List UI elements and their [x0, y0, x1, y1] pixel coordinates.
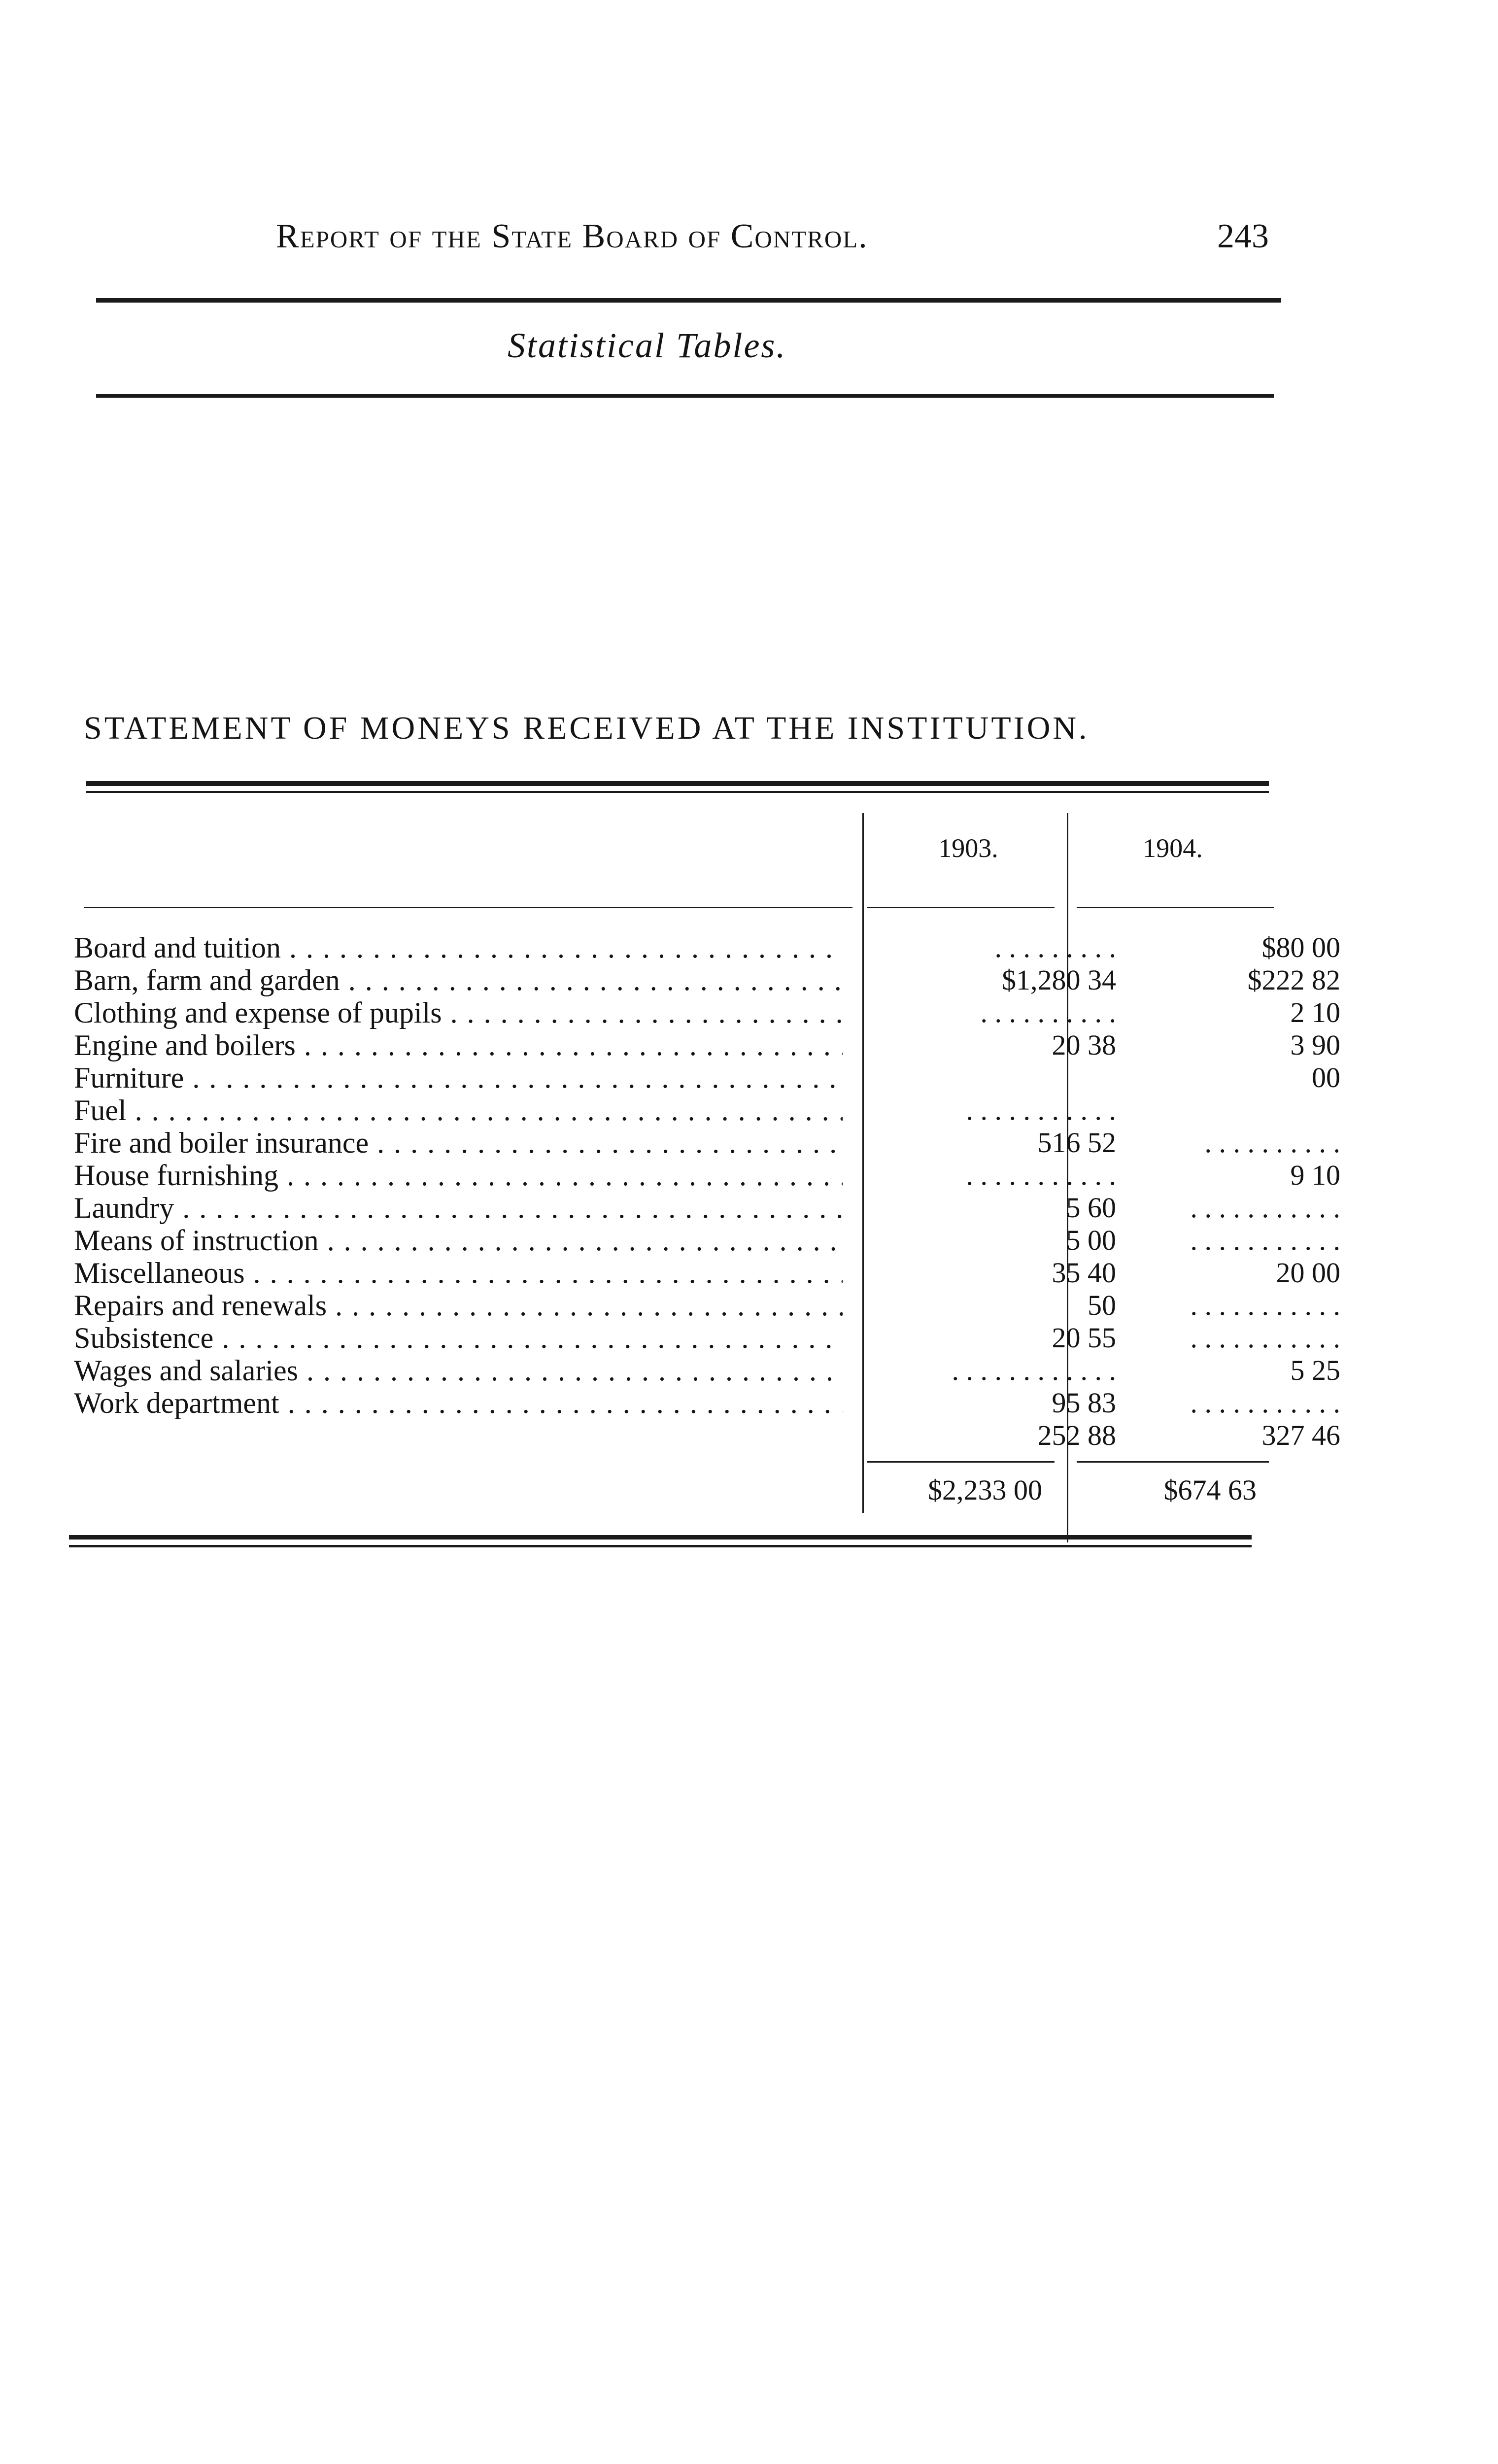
row-label: Furniture . . .	[74, 1061, 843, 1094]
table-row	[74, 1419, 1340, 1452]
table-row	[74, 1387, 1340, 1419]
value-1904: . . . . . . . . . . .	[1190, 1224, 1340, 1256]
value-1904	[1079, 1094, 1340, 1127]
value-1903: 252 88	[1037, 1419, 1116, 1451]
table-row	[74, 1061, 1340, 1094]
value-1903: . . . . . . . . . . .	[966, 1159, 1116, 1191]
value-1904: 20 00	[1276, 1257, 1340, 1289]
value-1903: . . . . . . . . .	[994, 931, 1116, 963]
table-row	[74, 1257, 1340, 1289]
row-label: Barn, farm and garden . . .	[74, 964, 843, 996]
value-1903: 5 60	[1066, 1192, 1116, 1224]
value-1904: . . . . . . . . . . .	[1190, 1387, 1340, 1419]
header-underline	[1077, 907, 1274, 908]
row-label: House furnishing . . .	[74, 1159, 843, 1192]
value-1904: . . . . . . . . . .	[1204, 1127, 1340, 1159]
row-label: Means of instruction . . .	[74, 1224, 843, 1257]
table-row	[74, 1354, 1340, 1387]
table-row	[74, 1094, 1276, 1127]
table-top-rule	[86, 781, 1269, 786]
table-row	[74, 1224, 1340, 1257]
subtitle-rule	[96, 394, 1274, 398]
value-1904: . . . . . . . . . . .	[1190, 1289, 1340, 1321]
table-body	[74, 931, 1340, 1452]
value-1904: $80 00	[1261, 931, 1340, 963]
row-label: Fuel . . .	[74, 1094, 843, 1127]
row-label: Wages and salaries . . .	[74, 1354, 843, 1387]
table-row	[74, 1127, 1340, 1159]
value-1904: . . . . . . . . . . .	[1190, 1322, 1340, 1354]
value-1904: $222 82	[1247, 964, 1340, 996]
value-1903: 95 83	[1052, 1387, 1116, 1419]
table-row	[74, 964, 1340, 996]
header-rule	[96, 298, 1281, 303]
table-row	[74, 996, 1340, 1029]
value-1904: 327 46	[1261, 1419, 1340, 1451]
value-1904: 5 25	[1290, 1354, 1340, 1386]
value-1903: 5 00	[1066, 1224, 1116, 1256]
table-row	[74, 1322, 1340, 1354]
value-1903: $1,280 34	[1002, 964, 1116, 996]
section-subtitle: Statistical Tables.	[508, 326, 787, 365]
table-row	[74, 1192, 1340, 1224]
table-title: STATEMENT OF MONEYS RECEIVED AT THE INSTITUTION.	[84, 710, 1089, 746]
value-1903: . . . . . . . . . . . .	[952, 1354, 1116, 1386]
value-1904: . . . . . . . . . . .	[1190, 1192, 1340, 1224]
value-1904: 00	[1312, 1061, 1340, 1094]
header-underline	[867, 907, 1055, 908]
header-underline	[84, 907, 852, 908]
value-1904: 9 10	[1290, 1159, 1340, 1191]
row-label: Subsistence . . .	[74, 1322, 843, 1354]
column-header-1903: 1903.	[938, 833, 998, 863]
value-1903: 20 55	[1052, 1322, 1116, 1354]
running-head: Report of the State Board of Control.	[276, 217, 868, 255]
table-row	[74, 1289, 1340, 1322]
table-row	[74, 931, 1340, 964]
total-rule	[1077, 1461, 1269, 1463]
value-1903: 516 52	[1037, 1127, 1116, 1159]
value-1903: 35 40	[1052, 1257, 1116, 1289]
table-top-rule-thin	[86, 791, 1269, 793]
page-number: 243	[1217, 217, 1269, 255]
row-label: Engine and boilers . . .	[74, 1029, 843, 1061]
row-label: Fire and boiler insurance . . .	[74, 1127, 843, 1159]
total-1904: $674 63	[1163, 1474, 1257, 1506]
row-label: Miscellaneous . . .	[74, 1257, 843, 1289]
row-label: Clothing and expense of pupils . . .	[74, 996, 843, 1029]
column-header-1904: 1904.	[1143, 833, 1203, 863]
row-label: Board and tuition . . .	[74, 931, 843, 964]
value-1903: . . . . . . . . . .	[980, 996, 1116, 1028]
table-row	[74, 1029, 1340, 1061]
value-1903: 50	[1088, 1289, 1116, 1321]
value-1904: 3 90	[1290, 1029, 1340, 1061]
table-bottom-rule	[69, 1535, 1252, 1540]
value-1903: . . . . . . . . . . .	[966, 1094, 1116, 1126]
total-1903: $2,233 00	[928, 1474, 1042, 1506]
row-label: Laundry . . .	[74, 1192, 843, 1224]
value-1904: 2 10	[1290, 996, 1340, 1028]
table-row	[74, 1159, 1340, 1192]
row-label: Work department . . .	[74, 1387, 843, 1419]
table-bottom-rule-thin	[69, 1545, 1252, 1547]
value-1903: 20 38	[1052, 1029, 1116, 1061]
row-label: Repairs and renewals . . .	[74, 1289, 843, 1322]
total-rule	[867, 1461, 1055, 1463]
